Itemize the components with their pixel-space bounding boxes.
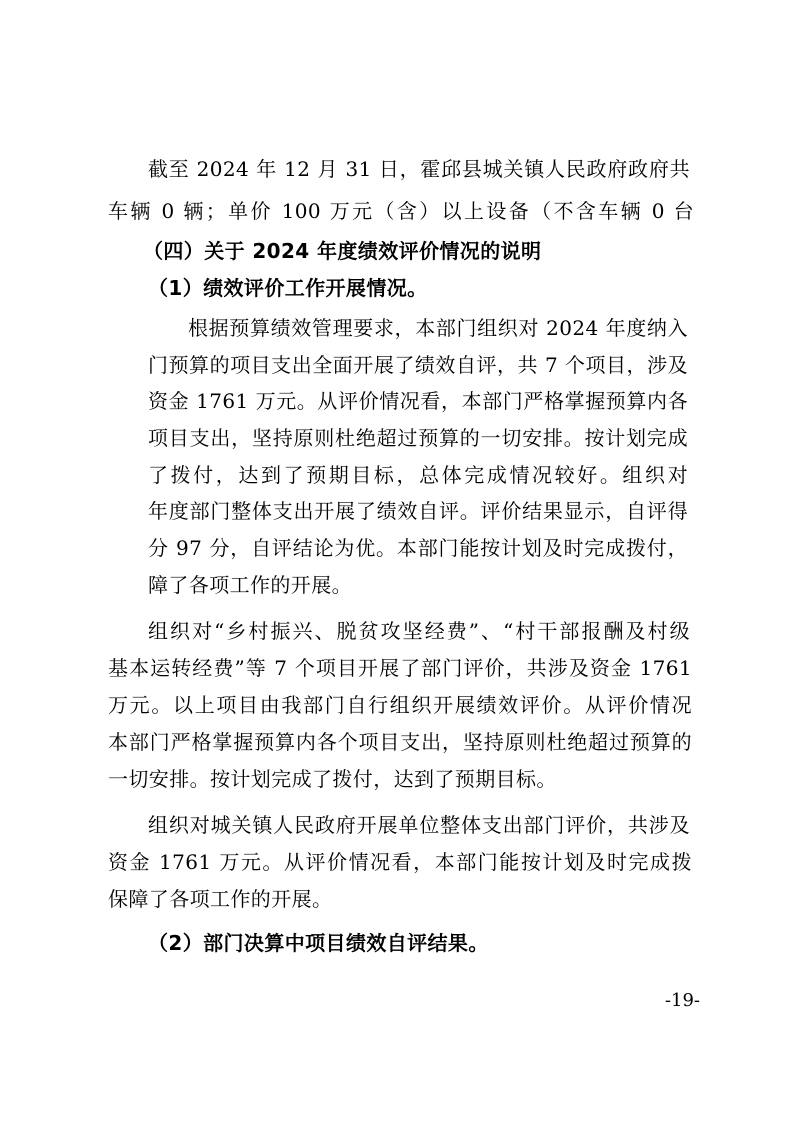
paragraph-self-eval-line-5: 了拨付，达到了预期目标，总体完成情况较好。组织对 [148,463,688,487]
paragraph-project-eval-line-3: 万元。以上项目由我部门自行组织开展绩效评价。从评价情况 [108,693,692,717]
sub-heading-1: （1）绩效评价工作开展情况。 [148,276,428,300]
paragraph-overall-eval-line-2: 资金 1761 万元。从评价情况看，本部门能按计划及时完成拨 [108,850,692,874]
paragraph-vehicles-line-1: 截至 2024 年 12 月 31 日，霍邱县城关镇人民政府政府共 [148,157,690,181]
paragraph-project-eval-line-4: 本部门严格掌握预算内各个项目支出，坚持原则杜绝超过预算的 [108,730,692,754]
paragraph-self-eval-line-6: 年度部门整体支出开展了绩效自评。评价结果显示，自评得 [148,499,688,523]
paragraph-overall-eval-line-3: 保障了各项工作的开展。 [108,887,333,911]
paragraph-self-eval-line-7: 分 97 分，自评结论为优。本部门能按计划及时完成拨付， [148,536,688,560]
paragraph-project-eval-line-2: 基本运转经费”等 7 个项目开展了部门评价，共涉及资金 1761 [108,656,692,680]
paragraph-vehicles-line-2: 车辆 0 辆；单价 100 万元（含）以上设备（不含车辆 0 台 [108,199,694,223]
paragraph-self-eval-line-1: 根据预算绩效管理要求，本部门组织对 2024 年度纳入 [188,316,688,340]
sub-heading-2: （2）部门决算中项目绩效自评结果。 [148,931,489,955]
paragraph-self-eval-line-2: 门预算的项目支出全面开展了绩效自评，共 7 个项目，涉及 [148,353,688,377]
paragraph-self-eval-line-3: 资金 1761 万元。从评价情况看，本部门严格掌握预算内各 [148,389,688,413]
page-number: -19- [664,990,700,1011]
paragraph-overall-eval-line-1: 组织对城关镇人民政府开展单位整体支出部门评价，共涉及 [148,813,690,837]
paragraph-project-eval-line-5: 一切安排。按计划完成了拨付，达到了预期目标。 [108,767,557,791]
paragraph-self-eval-line-4: 项目支出，坚持原则杜绝超过预算的一切安排。按计划完成 [148,426,688,450]
section-heading-4: （四）关于 2024 年度绩效评价情况的说明 [143,239,542,263]
paragraph-self-eval-line-8: 障了各项工作的开展。 [148,573,352,597]
paragraph-project-eval-line-1: 组织对“乡村振兴、脱贫攻坚经费”、“村干部报酬及村级 [148,619,690,643]
